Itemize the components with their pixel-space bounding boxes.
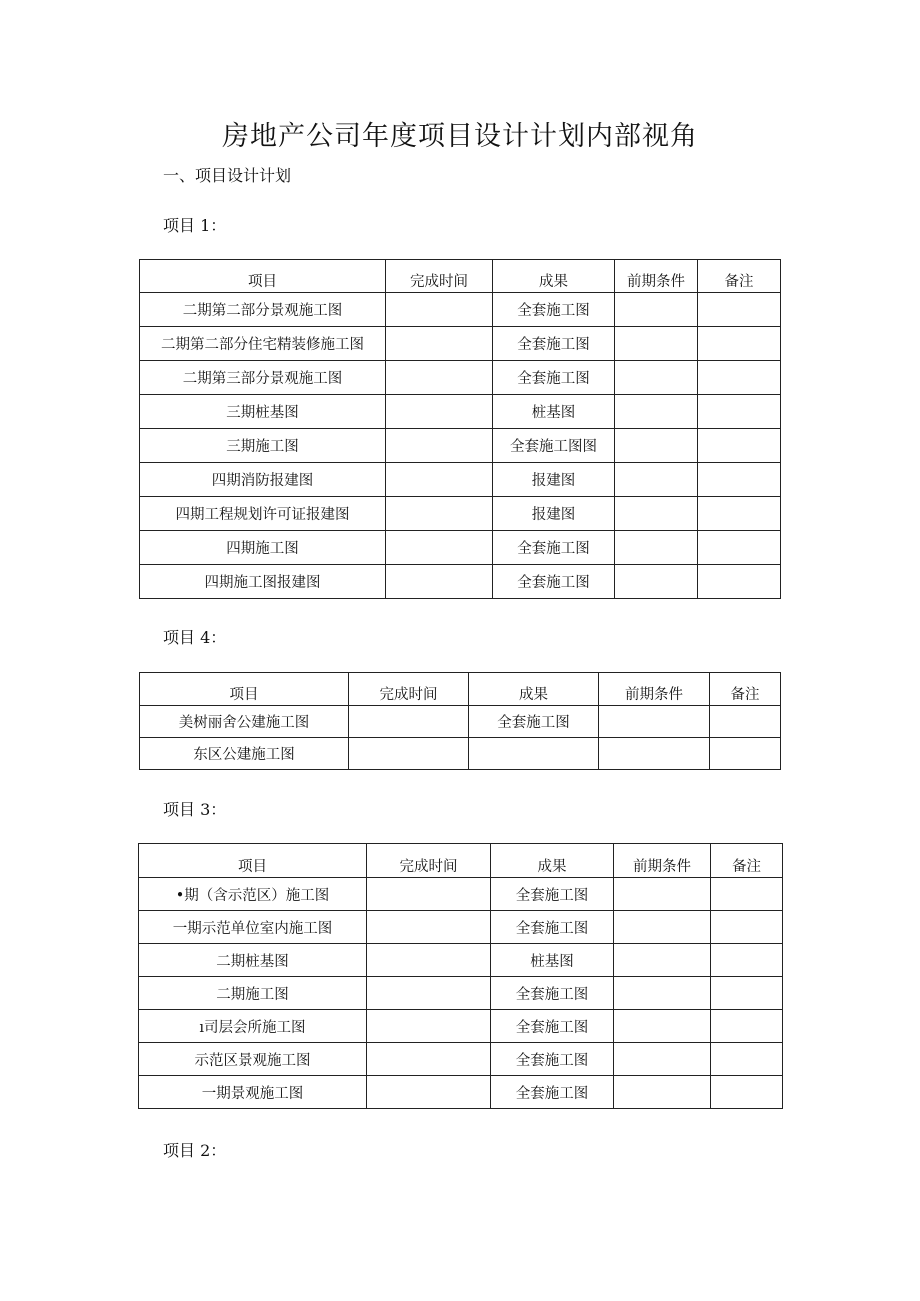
table-cell: 报建图: [493, 463, 615, 497]
table-cell: [349, 706, 469, 738]
project-1-table: [139, 259, 781, 599]
table-cell: [615, 463, 698, 497]
table-cell: 四期消防报建图: [140, 463, 386, 497]
table-cell: [386, 531, 493, 565]
table-cell: [386, 429, 493, 463]
table-cell: [711, 911, 783, 944]
table-cell: 一期景观施工图: [139, 1076, 367, 1109]
table-cell: [698, 361, 781, 395]
table-cell: 三期桩基图: [140, 395, 386, 429]
table-cell: [386, 565, 493, 599]
table-cell: 二期施工图: [139, 977, 367, 1010]
table-cell: [615, 327, 698, 361]
table-cell: 全套施工图: [469, 706, 599, 738]
table-cell: [711, 944, 783, 977]
table-cell: 二期第三部分景观施工图: [140, 361, 386, 395]
table-cell: 全套施工图: [491, 1010, 614, 1043]
table-cell: 一期示范单位室内施工图: [139, 911, 367, 944]
column-header: 前期条件: [614, 844, 711, 878]
table-row: [140, 531, 781, 565]
table-row: [140, 463, 781, 497]
table-cell: [469, 738, 599, 770]
table-row: [139, 878, 783, 911]
table-cell: [367, 1010, 491, 1043]
table-header-row: [139, 844, 783, 878]
project-3-label: 项目 3：: [163, 800, 227, 819]
column-header: 完成时间: [349, 673, 469, 706]
table-cell: [614, 977, 711, 1010]
table-row: [139, 944, 783, 977]
table-cell: [614, 878, 711, 911]
table-cell: 全套施工图: [493, 565, 615, 599]
table-cell: [615, 565, 698, 599]
table-cell: [710, 738, 781, 770]
project-1-label: 项目 1：: [163, 216, 227, 235]
table-cell: 东区公建施工图: [140, 738, 349, 770]
table-cell: 全套施工图: [491, 1043, 614, 1076]
table-header-row: [140, 260, 781, 293]
table-cell: [367, 977, 491, 1010]
table-row: [140, 395, 781, 429]
table-header-row: [140, 673, 781, 706]
table-cell: [711, 1076, 783, 1109]
column-header: 备注: [698, 260, 781, 293]
table-cell: 桩基图: [491, 944, 614, 977]
table-row: [140, 361, 781, 395]
table-cell: 四期工程规划许可证报建图: [140, 497, 386, 531]
table-cell: [386, 395, 493, 429]
table-cell: [698, 327, 781, 361]
table-cell: 二期第二部分住宅精装修施工图: [140, 327, 386, 361]
table-cell: [615, 395, 698, 429]
table-cell: [386, 293, 493, 327]
column-header: 成果: [469, 673, 599, 706]
section-heading: 一、项目设计计划: [163, 166, 292, 185]
table-cell: 二期桩基图: [139, 944, 367, 977]
table-row: [140, 738, 781, 770]
table-cell: [367, 1076, 491, 1109]
table-cell: 全套施工图: [491, 878, 614, 911]
table-cell: [615, 293, 698, 327]
table-cell: [615, 497, 698, 531]
column-header: 备注: [711, 844, 783, 878]
table-cell: [615, 361, 698, 395]
table-cell: [367, 944, 491, 977]
table-row: [140, 497, 781, 531]
table-cell: 全套施工图: [491, 911, 614, 944]
table-cell: [711, 977, 783, 1010]
table-cell: 全套施工图: [493, 361, 615, 395]
table-cell: 二期第二部分景观施工图: [140, 293, 386, 327]
column-header: 成果: [493, 260, 615, 293]
table-cell: [711, 1043, 783, 1076]
table-cell: [711, 878, 783, 911]
project-2-label: 项目 2：: [163, 1141, 227, 1160]
table-cell: [615, 531, 698, 565]
table-cell: [698, 497, 781, 531]
table-cell: [615, 429, 698, 463]
project-3-table: [138, 843, 783, 1109]
table-cell: [599, 738, 710, 770]
table-cell: 全套施工图: [491, 977, 614, 1010]
table-row: [139, 911, 783, 944]
table-row: [140, 293, 781, 327]
table-cell: [614, 944, 711, 977]
column-header: 完成时间: [367, 844, 491, 878]
table-cell: [614, 1043, 711, 1076]
table-cell: 四期施工图: [140, 531, 386, 565]
table-cell: 桩基图: [493, 395, 615, 429]
table-cell: ı司层会所施工图: [139, 1010, 367, 1043]
column-header: 备注: [710, 673, 781, 706]
table-row: [139, 1010, 783, 1043]
table-row: [140, 327, 781, 361]
column-header: 前期条件: [615, 260, 698, 293]
table-cell: [710, 706, 781, 738]
table-cell: [386, 463, 493, 497]
table-cell: [698, 463, 781, 497]
table-cell: [599, 706, 710, 738]
table-row: [140, 429, 781, 463]
table-cell: 全套施工图: [493, 327, 615, 361]
table-cell: 三期施工图: [140, 429, 386, 463]
column-header: 项目: [139, 844, 367, 878]
table-cell: •期（含示范区）施工图: [139, 878, 367, 911]
column-header: 前期条件: [599, 673, 710, 706]
column-header: 项目: [140, 260, 386, 293]
table-cell: [614, 1010, 711, 1043]
table-cell: 四期施工图报建图: [140, 565, 386, 599]
table-cell: 全套施工图图: [493, 429, 615, 463]
table-cell: 示范区景观施工图: [139, 1043, 367, 1076]
table-cell: [698, 531, 781, 565]
table-row: [140, 565, 781, 599]
table-cell: [386, 327, 493, 361]
table-cell: [367, 878, 491, 911]
project-4-label: 项目 4：: [163, 628, 227, 647]
column-header: 完成时间: [386, 260, 493, 293]
table-row: [139, 1043, 783, 1076]
table-cell: 报建图: [493, 497, 615, 531]
table-row: [139, 977, 783, 1010]
table-row: [139, 1076, 783, 1109]
project-4-table: [139, 672, 781, 770]
table-cell: 全套施工图: [493, 531, 615, 565]
table-cell: [367, 911, 491, 944]
table-cell: [386, 497, 493, 531]
table-cell: [698, 395, 781, 429]
table-cell: [614, 911, 711, 944]
document-title: 房地产公司年度项目设计计划内部视角: [222, 121, 698, 152]
table-cell: 全套施工图: [493, 293, 615, 327]
table-cell: [386, 361, 493, 395]
table-cell: 全套施工图: [491, 1076, 614, 1109]
table-cell: 美树丽舍公建施工图: [140, 706, 349, 738]
table-cell: [367, 1043, 491, 1076]
table-cell: [698, 293, 781, 327]
column-header: 项目: [140, 673, 349, 706]
table-cell: [349, 738, 469, 770]
table-cell: [711, 1010, 783, 1043]
table-cell: [698, 565, 781, 599]
table-cell: [614, 1076, 711, 1109]
table-row: [140, 706, 781, 738]
column-header: 成果: [491, 844, 614, 878]
table-cell: [698, 429, 781, 463]
